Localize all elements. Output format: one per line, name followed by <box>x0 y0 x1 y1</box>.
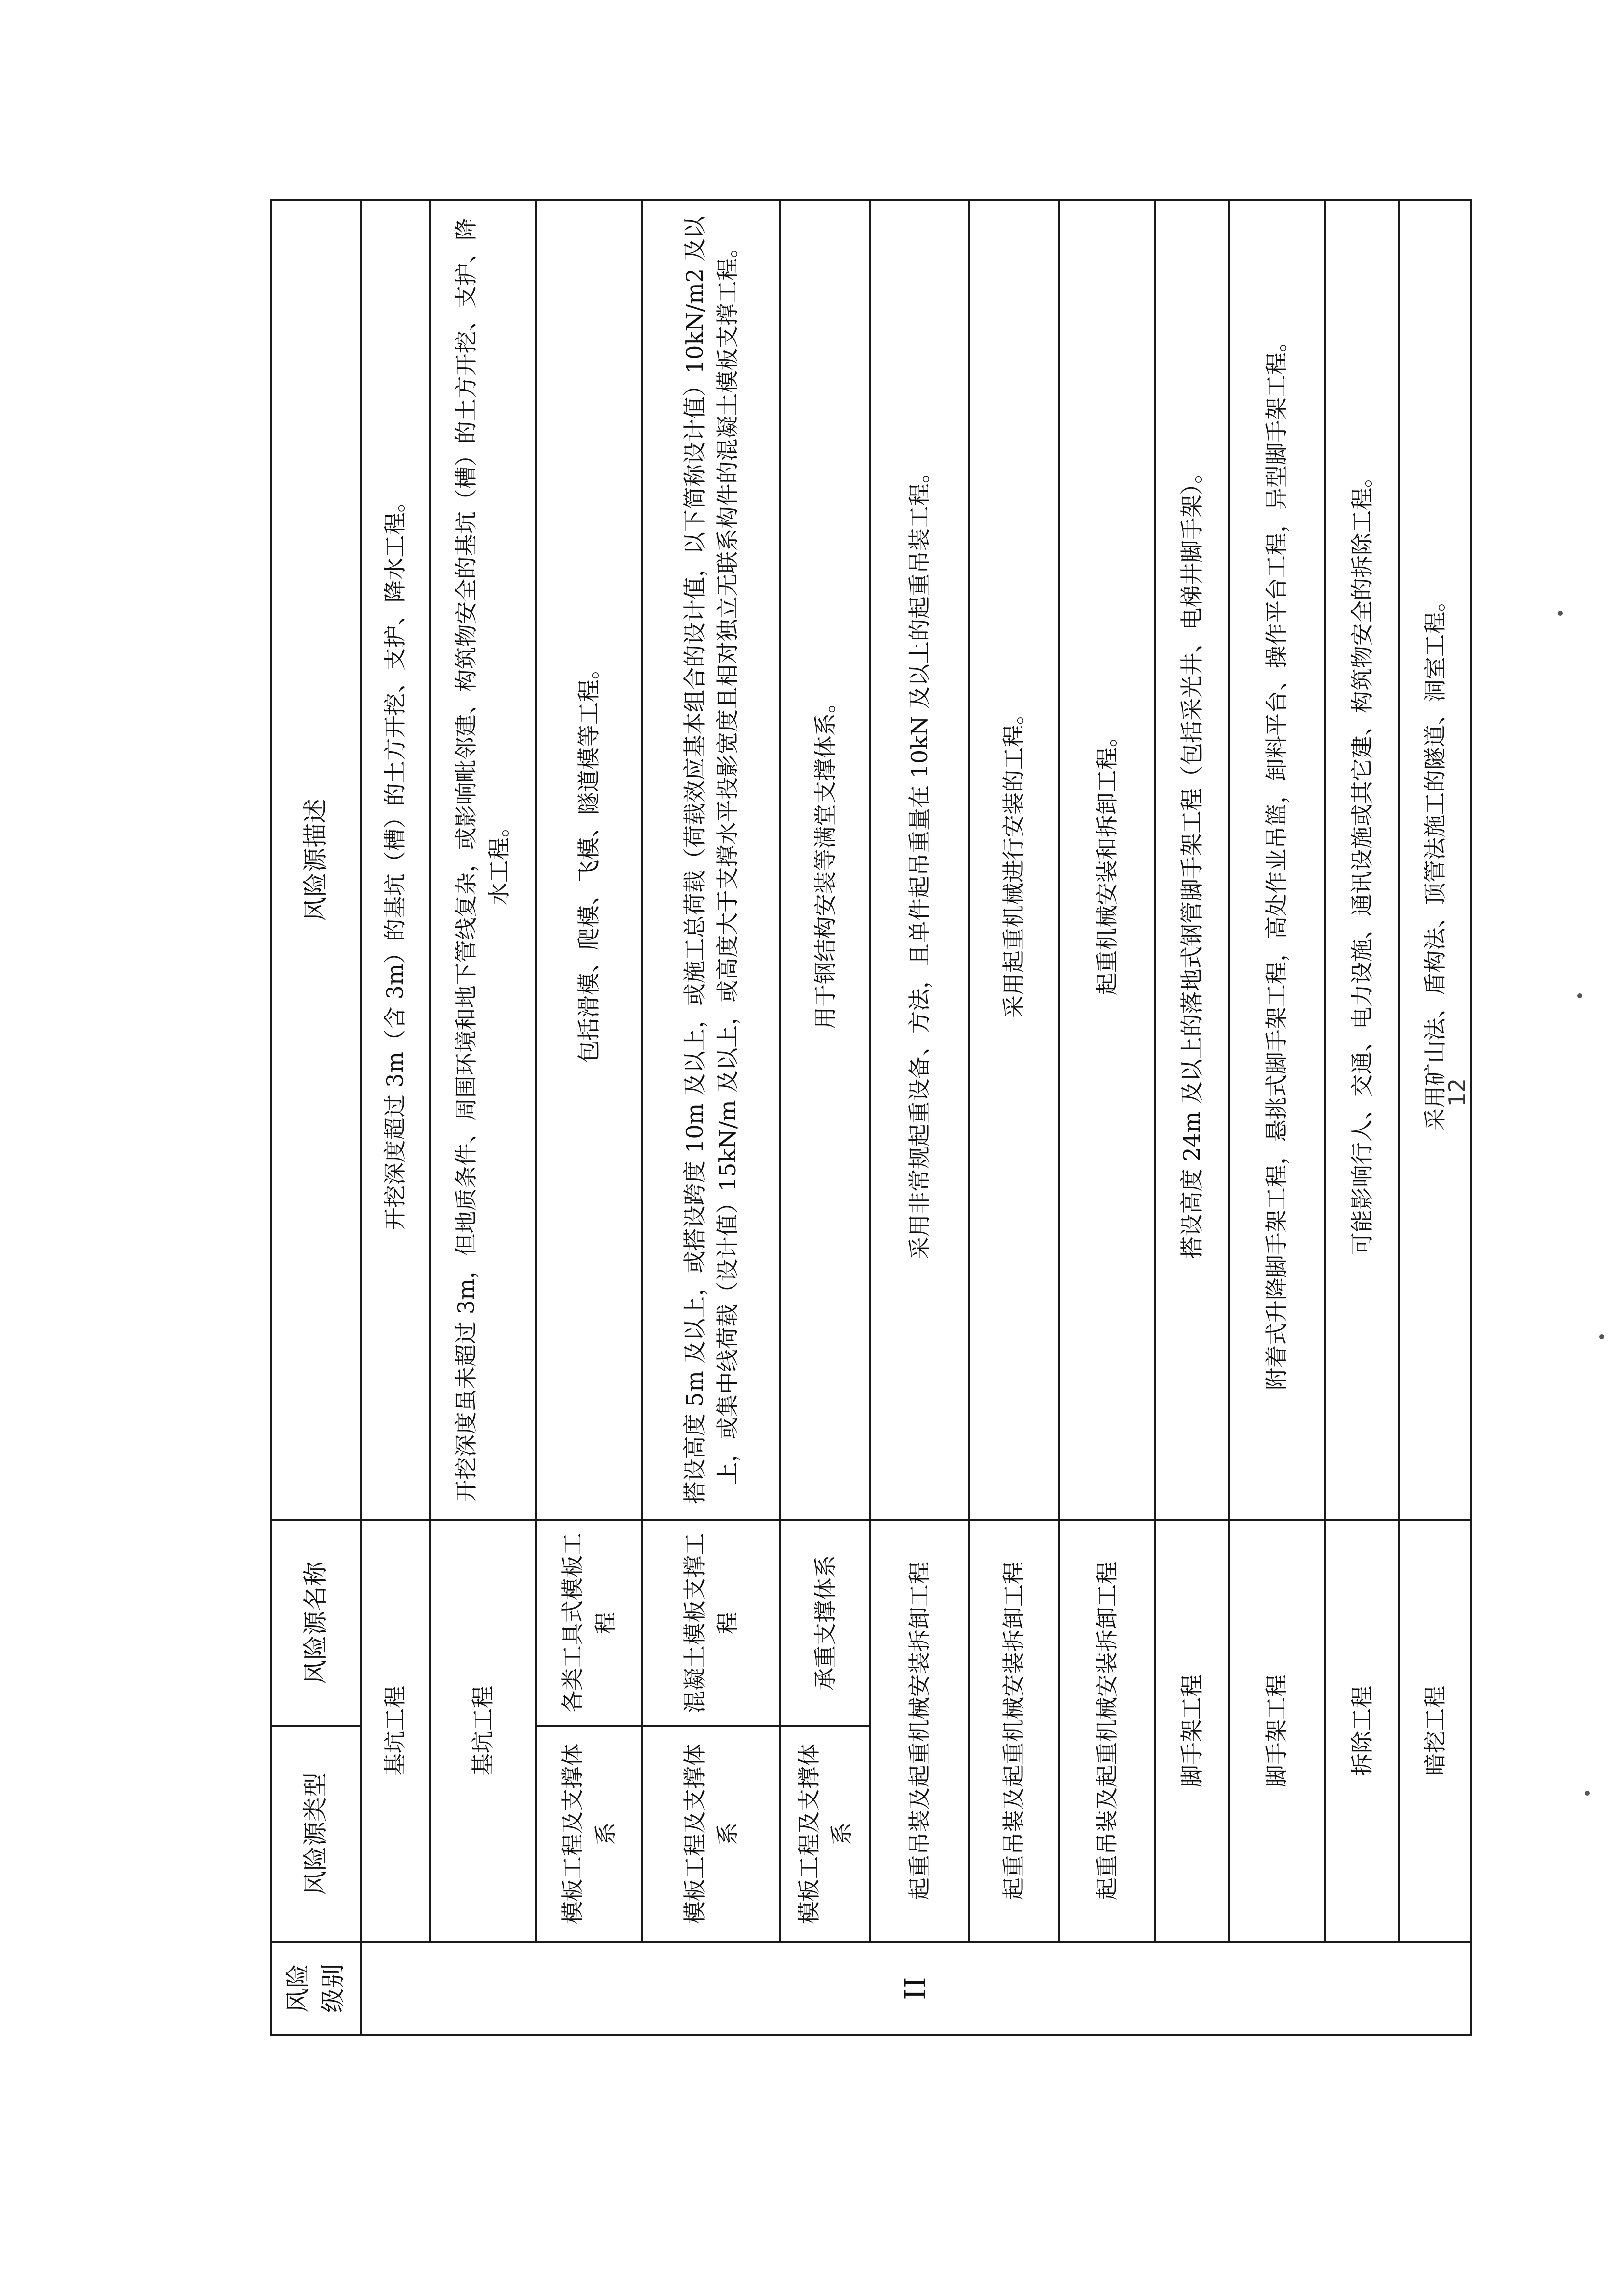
risk-desc-cell: 采用起重机械进行安装的工程。 <box>969 200 1059 1520</box>
risk-type-cell: 模板工程及支撑体系 <box>642 1726 781 1942</box>
header-level: 风险级别 <box>271 1942 361 2035</box>
risk-name-cell: 混凝土模板支撑工程 <box>642 1520 781 1726</box>
risk-type-cell: 模板工程及支撑体系 <box>780 1726 870 1942</box>
scan-speck <box>1577 993 1582 998</box>
risk-type-cell: 拆除工程 <box>1325 1520 1399 1942</box>
header-desc: 风险源描述 <box>271 200 361 1520</box>
risk-type-cell: 基坑工程 <box>430 1520 536 1942</box>
risk-type-cell: 暗挖工程 <box>1399 1520 1471 1942</box>
table-row <box>1399 200 1471 2035</box>
rotated-page <box>270 201 1472 2036</box>
page-number: 12 <box>1444 1078 1470 1107</box>
table-header-row <box>271 200 361 2035</box>
table-row <box>1155 200 1230 2035</box>
table-row <box>969 200 1059 2035</box>
risk-name-cell: 承重支撑体系 <box>780 1520 870 1726</box>
scan-speck <box>1599 1334 1604 1339</box>
table-row <box>1229 200 1325 2035</box>
risk-level-cell: II <box>361 1942 1471 2035</box>
risk-desc-cell: 可能影响行人、交通、电力设施、通讯设施或其它建、构筑物安全的拆除工程。 <box>1325 200 1399 1520</box>
scan-speck <box>1585 1791 1590 1796</box>
table-row <box>780 200 870 2035</box>
risk-desc-cell: 搭设高度 24m 及以上的落地式钢管脚手架工程（包括采光井、电梯井脚手架）。 <box>1155 200 1230 1520</box>
scan-speck <box>1558 611 1563 616</box>
risk-desc-cell: 采用矿山法、盾构法、顶管法施工的隧道、洞室工程。 <box>1399 200 1471 1520</box>
table-row <box>870 200 969 2035</box>
header-type: 风险源类型 <box>271 1726 361 1942</box>
risk-type-cell: 脚手架工程 <box>1155 1520 1230 1942</box>
table-row <box>536 200 642 2035</box>
risk-type-cell: 模板工程及支撑体系 <box>536 1726 642 1942</box>
risk-desc-cell: 开挖深度超过 3m（含 3m）的基坑（槽）的土方开挖、支护、降水工程。 <box>361 200 430 1520</box>
risk-desc-cell: 用于钢结构安装等满堂支撑体系。 <box>780 200 870 1520</box>
table-row <box>430 200 536 2035</box>
risk-type-cell: 起重吊装及起重机械安装拆卸工程 <box>1059 1520 1155 1942</box>
risk-name-cell: 各类工具式模板工程 <box>536 1520 642 1726</box>
table-row <box>361 200 430 2035</box>
risk-desc-cell: 起重机械安装和拆卸工程。 <box>1059 200 1155 1520</box>
risk-desc-cell: 开挖深度虽未超过 3m，但地质条件、周围环境和地下管线复杂，或影响毗邻建、构筑物安全的基坑（槽）的土方开挖、支护、降水工程。 <box>430 200 536 1520</box>
risk-desc-cell: 搭设高度 5m 及以上，或搭设跨度 10m 及以上，或施工总荷载（荷载效应基本组合的设计值，以下简称设计值）10kN/m2 及以上，或集中线荷载（设计值）15kN/m 及以上，或高度大于支撑水平投影宽度且相对独立无联系构件的混凝土模板支撑工程。 <box>642 200 781 1520</box>
risk-source-table <box>270 199 1472 2036</box>
table-row <box>1325 200 1399 2035</box>
risk-desc-cell: 附着式升降脚手架工程，悬挑式脚手架工程，高处作业吊篮，卸料平台、操作平台工程，异型脚手架工程。 <box>1229 200 1325 1520</box>
risk-type-cell: 起重吊装及起重机械安装拆卸工程 <box>870 1520 969 1942</box>
risk-desc-cell: 包括滑模、爬模、飞模、隧道模等工程。 <box>536 200 642 1520</box>
header-name: 风险源名称 <box>271 1520 361 1726</box>
risk-type-cell: 基坑工程 <box>361 1520 430 1942</box>
risk-desc-cell: 采用非常规起重设备、方法，且单件起吊重量在 10kN 及以上的起重吊装工程。 <box>870 200 969 1520</box>
risk-type-cell: 起重吊装及起重机械安装拆卸工程 <box>969 1520 1059 1942</box>
risk-type-cell: 脚手架工程 <box>1229 1520 1325 1942</box>
table-row <box>1059 200 1155 2035</box>
table-row <box>642 200 781 2035</box>
